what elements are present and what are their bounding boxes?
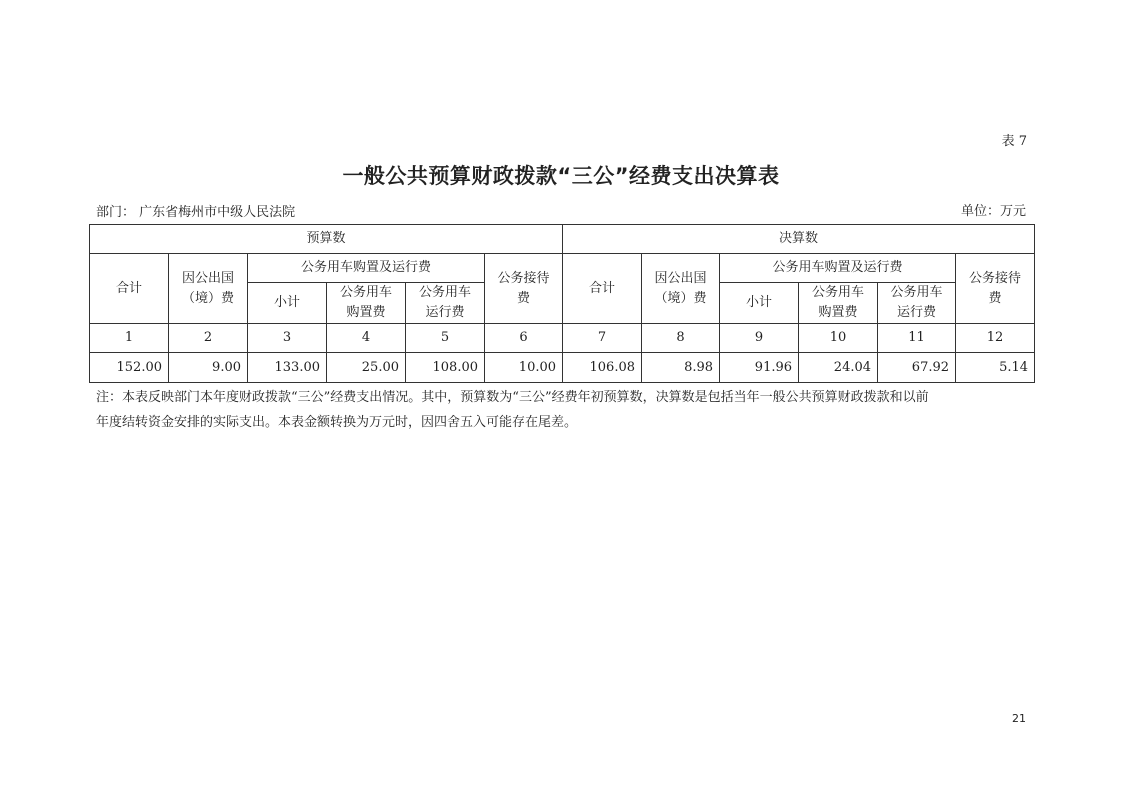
department-label: 部门： 广东省梅州市中级人民法院 [96, 205, 296, 220]
reception-line2: 费 [517, 290, 531, 306]
running-line2: 运行费 [425, 305, 465, 320]
abroad-line1: 因公出国 [181, 270, 234, 286]
budget-abroad-header [169, 254, 248, 324]
budget-total-header: 合计 [90, 254, 169, 324]
abroad-line1: 因公出国 [654, 270, 707, 286]
index-cell: 9 [720, 324, 799, 353]
final-total-header: 合计 [563, 254, 642, 324]
index-cell: 7 [563, 324, 642, 353]
budget-group-header: 预算数 [90, 225, 563, 254]
table-number: 表 7 [1001, 134, 1027, 149]
final-subtotal-header: 小计 [720, 283, 799, 324]
abroad-line2: （境）费 [654, 290, 707, 306]
header-row-categories [90, 254, 1035, 283]
index-cell: 6 [485, 324, 563, 353]
budget-purchase-header [327, 283, 406, 324]
final-purchase-header [799, 283, 878, 324]
column-index-row [90, 324, 1035, 353]
budget-reception-header [485, 254, 563, 324]
index-cell: 11 [878, 324, 956, 353]
value-cell: 67.92 [878, 353, 956, 383]
index-cell: 5 [406, 324, 485, 353]
index-cell: 12 [956, 324, 1035, 353]
purchase-line2: 购置费 [818, 305, 858, 320]
abroad-line2: （境）费 [181, 290, 234, 306]
value-cell: 24.04 [799, 353, 878, 383]
page-number: 21 [1012, 712, 1026, 725]
value-cell: 5.14 [956, 353, 1035, 383]
value-cell: 133.00 [248, 353, 327, 383]
index-cell: 4 [327, 324, 406, 353]
purchase-line1: 公务用车 [812, 285, 865, 300]
reception-line1: 公务接待 [969, 270, 1022, 286]
budget-vehicle-header: 公务用车购置及运行费 [248, 254, 485, 283]
final-group-header: 决算数 [563, 225, 1035, 254]
expenditure-table [89, 224, 1035, 383]
index-cell: 10 [799, 324, 878, 353]
unit-label: 单位：万元 [960, 204, 1026, 219]
reception-line1: 公务接待 [497, 270, 550, 286]
value-cell: 8.98 [642, 353, 720, 383]
index-cell: 2 [169, 324, 248, 353]
running-line1: 公务用车 [890, 285, 943, 300]
value-cell: 152.00 [90, 353, 169, 383]
value-cell: 10.00 [485, 353, 563, 383]
note-line-1: 注：本表反映部门本年度财政拨款“三公”经费支出情况。其中，预算数为“三公”经费年初预算数，决算数是包括当年一般公共预算财政拨款和以前 [96, 390, 929, 405]
running-line1: 公务用车 [418, 285, 471, 300]
data-row [90, 353, 1035, 383]
final-abroad-header [642, 254, 720, 324]
value-cell: 91.96 [720, 353, 799, 383]
purchase-line1: 公务用车 [339, 285, 392, 300]
budget-running-header [406, 283, 485, 324]
purchase-line2: 购置费 [346, 305, 386, 320]
table-note [96, 385, 1034, 435]
value-cell: 108.00 [406, 353, 485, 383]
final-running-header [878, 283, 956, 324]
value-cell: 25.00 [327, 353, 406, 383]
page-title: 一般公共预算财政拨款“三公”经费支出决算表 [342, 164, 780, 188]
index-cell: 1 [90, 324, 169, 353]
budget-subtotal-header: 小计 [248, 283, 327, 324]
note-line-2: 年度结转资金安排的实际支出。本表金额转换为万元时，因四舍五入可能存在尾差。 [96, 415, 578, 430]
header-row-groups [90, 225, 1035, 254]
final-vehicle-header: 公务用车购置及运行费 [720, 254, 956, 283]
index-cell: 8 [642, 324, 720, 353]
index-cell: 3 [248, 324, 327, 353]
running-line2: 运行费 [897, 305, 937, 320]
final-reception-header [956, 254, 1035, 324]
value-cell: 9.00 [169, 353, 248, 383]
reception-line2: 费 [988, 290, 1002, 306]
value-cell: 106.08 [563, 353, 642, 383]
